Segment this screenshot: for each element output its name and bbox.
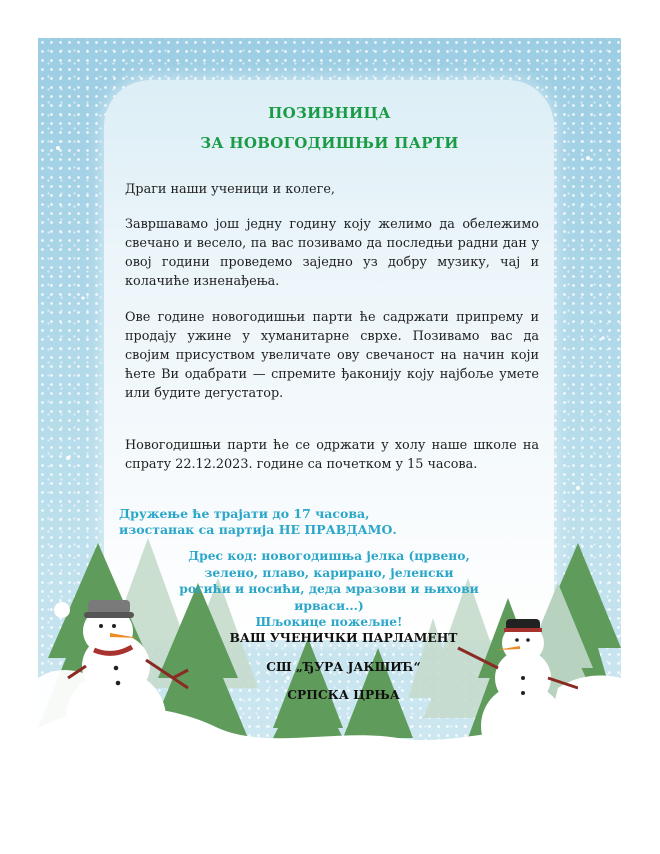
signature-school: СШ „ЂУРА ЈАКШИЋ“ xyxy=(266,659,421,674)
duration-line: Дружење ће трајати до 17 часова, xyxy=(119,506,370,521)
signature-town: СРПСКА ЦРЊА xyxy=(287,687,400,702)
paragraph-time-place: Новогодишњи парти ће се одржати у холу наше школе на спрату 22.12.2023. године са почетком у 15 часова. xyxy=(125,438,539,472)
title-invitation: ПОЗИВНИЦА xyxy=(268,104,391,122)
absence-line: изостанак са партија НЕ ПРАВДАМО. xyxy=(119,522,397,537)
glitter-line: Шљокице пожељне! xyxy=(255,614,403,629)
signature-organization: ВАШ УЧЕНИЧКИ ПАРЛАМЕНТ xyxy=(229,630,458,645)
paragraph-intro: Завршавамо још једну годину коју желимо да обележимо свечано и весело, па вас позивамо да последњи радни дан у овој години проведемо заједно уз добру музику, чај и колачиће изненађења. xyxy=(125,217,539,289)
invitation-card xyxy=(38,38,621,768)
greeting: Драги наши ученици и колеге, xyxy=(125,182,335,197)
paragraph-charity: Ове године новогодишњи парти ће садржати припрему и продају ужине у хуманитарне сврхе. Позивамо вас да својим присуством увеличате ову свечаност на начин који ћете Ви одабрати — спремите ђаконију коју најбоље умете или будите дегустатор. xyxy=(125,310,539,401)
dress-code xyxy=(178,548,480,631)
title-party: ЗА НОВОГОДИШЊИ ПАРТИ xyxy=(200,134,459,152)
dress-code-text: Дрес код: новогодишња јелка (црвено, зелено, плаво, карирано, јеленски рогићи и носићи, деда мразови и њихови ирваси...) xyxy=(179,548,479,613)
